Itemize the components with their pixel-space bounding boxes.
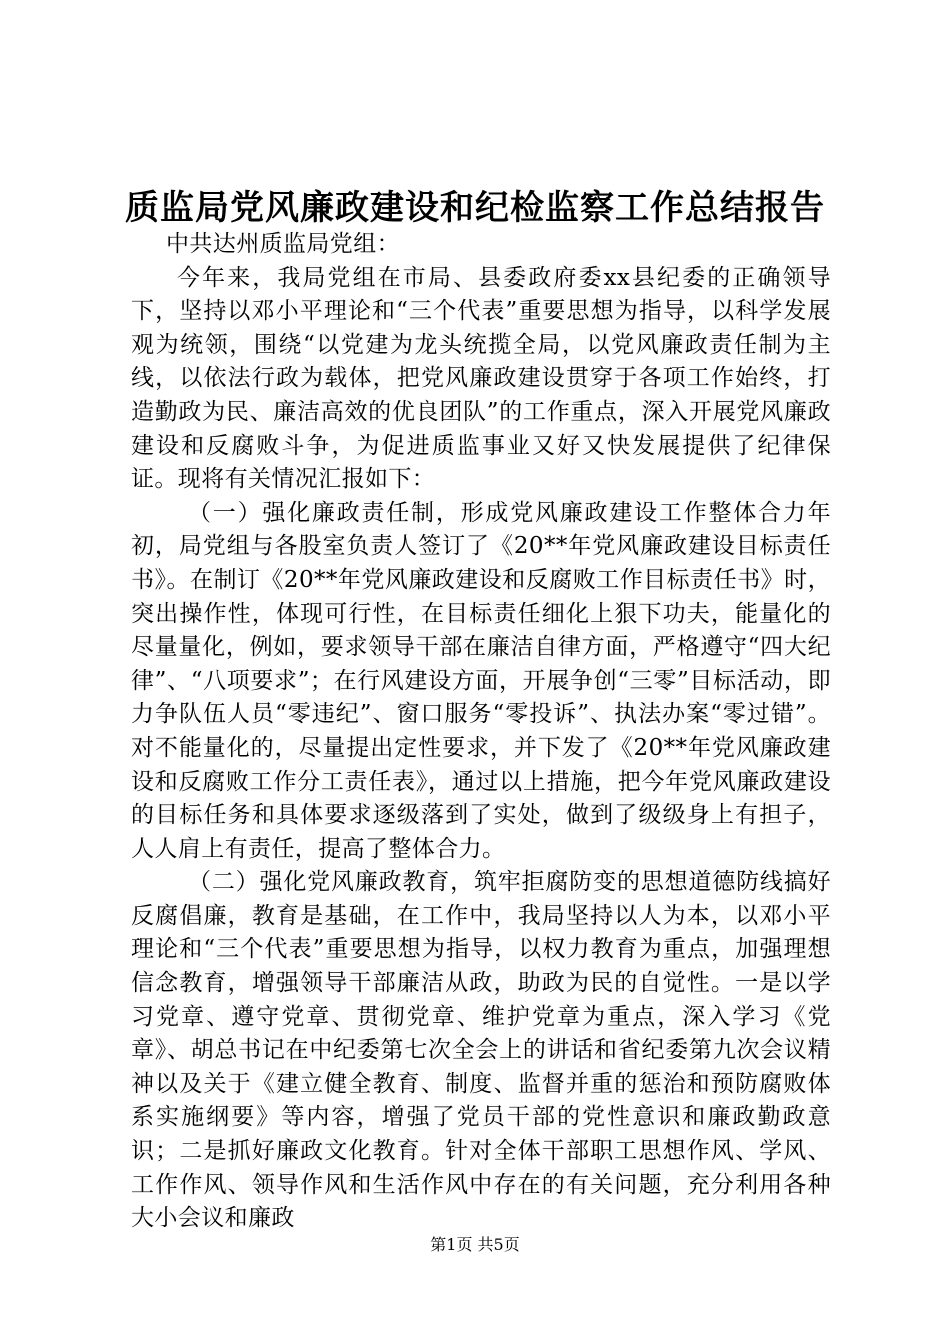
salutation: 中共达州质监局党组： bbox=[166, 231, 400, 257]
paragraph-section-1: （一）强化廉政责任制，形成党风廉政建设工作整体合力年初，局党组与各股室负责人签订了《20**年党风廉政建设目标责任书》。在制订《20**年党风廉政建设和反腐败工作目标责任书》时，突出操作性，体现可行性，在目标责任细化上狠下功夫，能量化的尽量量化，例如，要求领导干部在廉洁自律方面，严格遵守“四大纪律”、“八项要求”；在行风建设方面，开展争创“三零”目标活动，即力争队伍人员“零违纪”、窗口服务“零投诉”、执法办案“零过错”。对不能量化的，尽量提出定性要求，并下发了《20**年党风廉政建设和反腐败工作分工责任表》，通过以上措施，把今年党风廉政建设的目标任务和具体要求逐级落到了实处，做到了级级身上有担子，人人肩上有责任，提高了整体合力。 bbox=[131, 499, 831, 862]
document-title: 质监局党风廉政建设和纪检监察工作总结报告 bbox=[125, 188, 825, 228]
paragraph-intro: 今年来，我局党组在市局、县委政府委xx县纪委的正确领导下，坚持以邓小平理论和“三个代表”重要思想为指导，以科学发展观为统领，围绕“以党建为龙头统揽全局，以党风廉政责任制为主线，以依法行政为载体，把党风廉政建设贯穿于各项工作始终，打造勤政为民、廉洁高效的优良团队”的工作重点，深入开展党风廉政建设和反腐败斗争，为促进质监事业又好又快发展提供了纪律保证。现将有关情况汇报如下： bbox=[131, 264, 831, 493]
paragraph-section-2: （二）强化党风廉政教育，筑牢拒腐防变的思想道德防线搞好反腐倡廉，教育是基础，在工作中，我局坚持以人为本，以邓小平理论和“三个代表”重要思想为指导，以权力教育为重点，加强理想信念教育，增强领导干部廉洁从政，助政为民的自觉性。一是以学习党章、遵守党章、贯彻党章、维护党章为重点，深入学习《党章》、胡总书记在中纪委第七次全会上的讲话和省纪委第九次会议精神以及关于《建立健全教育、制度、监督并重的惩治和预防腐败体系实施纲要》等内容，增强了党员干部的党性意识和廉政勤政意识；二是抓好廉政文化教育。针对全体干部职工思想作风、学风、工作作风、领导作风和生活作风中存在的有关问题，充分利用各种大小会议和廉政 bbox=[131, 869, 831, 1232]
document-body bbox=[131, 228, 831, 1236]
page-number-footer: 第1页 共5页 bbox=[430, 1235, 520, 1254]
